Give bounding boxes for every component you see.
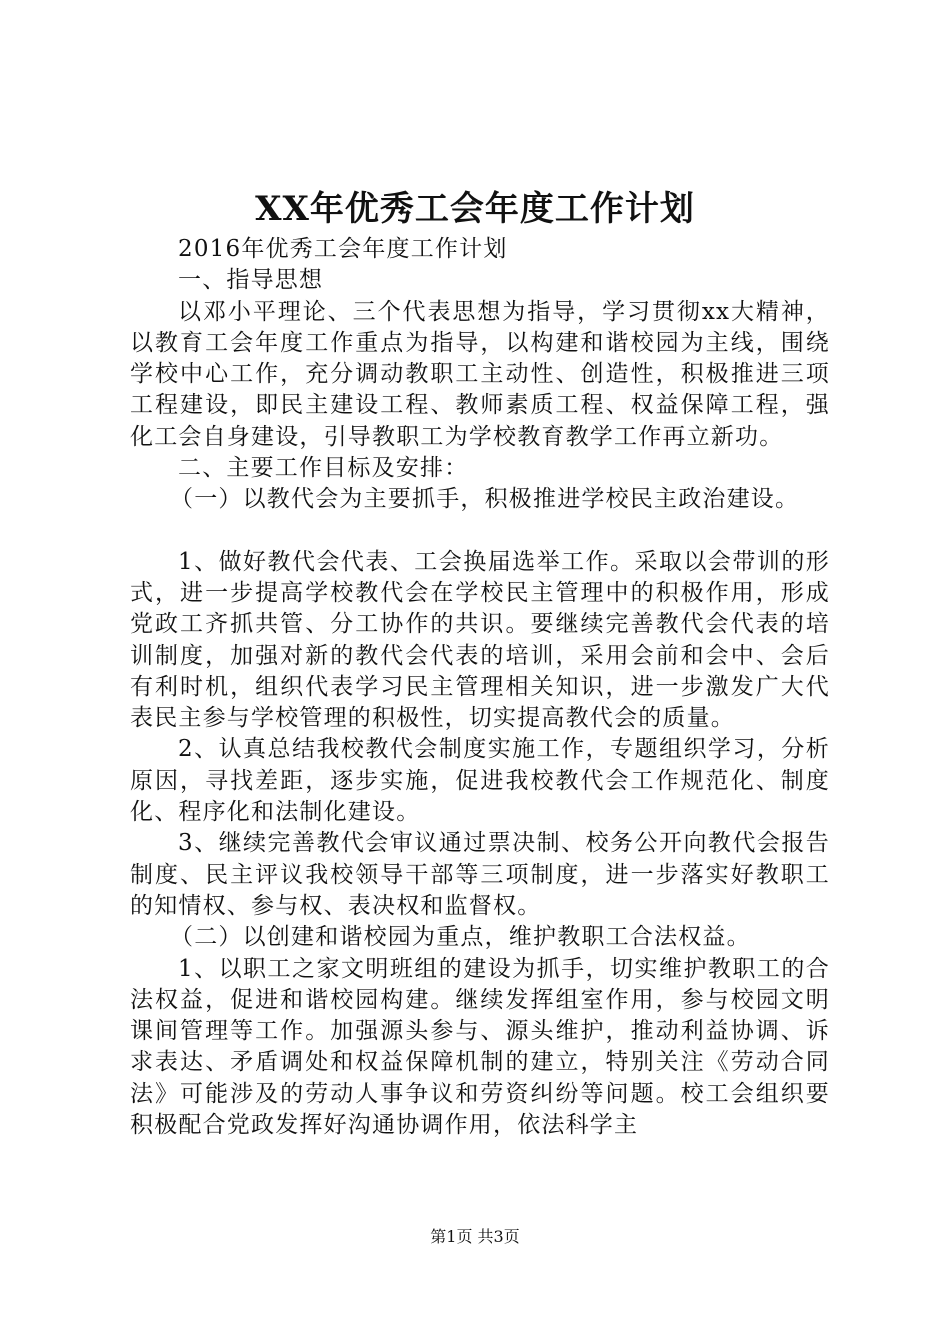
document-title: XX年优秀工会年度工作计划 (255, 189, 695, 229)
paragraph-item-3: 3、继续完善教代会审议通过票决制、校务公开向教代会报告制度、民主评议我校领导干部等三项制度，进一步落实好教职工的知情权、参与权、表决权和监督权。 (130, 830, 830, 919)
subsection-heading-democracy: （一）以教代会为主要抓手，积极推进学校民主政治建设。 (170, 486, 800, 513)
section-heading-guiding-thought: 一、指导思想 (178, 267, 324, 294)
paragraph-guiding-thought: 以邓小平理论、三个代表思想为指导，学习贯彻xx大精神，以教育工会年度工作重点为指导，以构建和谐校园为主线，围绕学校中心工作，充分调动教职工主动性、创造性，积极推进三项工程建设，即民主建设工程、教师素质工程、权益保障工程，强化工会自身建设，引导教职工为学校教育教学工作再立新功。 (130, 298, 830, 450)
paragraph-item-1: 1、做好教代会代表、工会换届选举工作。采取以会带训的形式，进一步提高学校教代会在学校民主管理中的积极作用，形成党政工齐抓共管、分工协作的共识。要继续完善教代会代表的培训制度，加强对新的教代会代表的培训，采用会前和会中、会后有利时机，组织代表学习民主管理相关知识，进一步激发广大代表民主参与学校管理的积极性，切实提高教代会的质量。 (130, 548, 830, 732)
document-body (130, 234, 830, 1141)
subtitle-paragraph: 2016年优秀工会年度工作计划 (178, 236, 508, 262)
subsection-heading-harmony: （二）以创建和谐校园为重点，维护教职工合法权益。 (170, 924, 751, 951)
paragraph-harmony-item-1: 1、以职工之家文明班组的建设为抓手，切实维护教职工的合法权益，促进和谐校园构建。继续发挥组室作用，参与校园文明课间管理等工作。加强源头参与、源头维护，推动利益协调、诉求表达、矛盾调处和权益保障机制的建立，特别关注《劳动合同法》可能涉及的劳动人事争议和劳资纠纷等问题。校工会组织要积极配合党政发挥好沟通协调作用，依法科学主 (130, 955, 830, 1139)
paragraph-item-2: 2、认真总结我校教代会制度实施工作，专题组织学习，分析原因，寻找差距，逐步实施，促进我校教代会工作规范化、制度化、程序化和法制化建设。 (130, 736, 830, 826)
page-footer: 第1页 共3页 (430, 1227, 520, 1246)
section-heading-main-goals: 二、主要工作目标及安排： (178, 455, 469, 482)
